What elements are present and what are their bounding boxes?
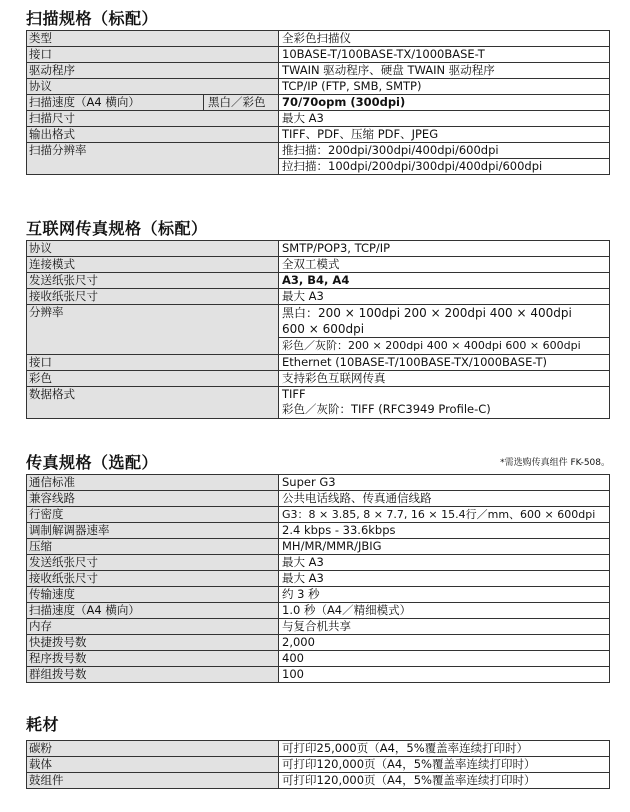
row-value-line: 彩色／灰阶：TIFF (RFC3949 Profile-C)	[282, 402, 491, 416]
table-row	[27, 619, 610, 635]
table-row	[27, 79, 610, 95]
scan-section	[26, 8, 610, 175]
row-key: 发送纸张尺寸	[27, 555, 279, 571]
table-row	[27, 571, 610, 587]
fax-section-title: 传真规格（选配）	[26, 453, 159, 472]
table-row	[27, 143, 610, 175]
row-key: 彩色	[27, 371, 279, 387]
row-value-line: 600 × 600dpi	[282, 322, 365, 336]
row-key: 压缩	[27, 539, 279, 555]
row-key-cell	[27, 95, 279, 111]
row-key: 发送纸张尺寸	[27, 273, 279, 289]
table-row	[27, 539, 610, 555]
table-row	[27, 603, 610, 619]
row-value: Ethernet (10BASE-T/100BASE-TX/1000BASE-T)	[279, 355, 610, 371]
row-value: 70/70opm (300dpi)	[279, 95, 610, 111]
row-value: 1.0 秒（A4／精细模式）	[279, 603, 610, 619]
table-row	[27, 491, 610, 507]
table-row	[27, 241, 610, 257]
row-key: 行密度	[27, 507, 279, 523]
fax-table	[26, 474, 610, 683]
consumables-table	[26, 740, 610, 789]
row-value: TWAIN 驱动程序、硬盘 TWAIN 驱动程序	[279, 63, 610, 79]
row-value-line: 黑白：200 × 100dpi 200 × 200dpi 400 × 400dpi	[282, 306, 572, 320]
table-row	[27, 127, 610, 143]
row-value-cell	[279, 305, 610, 355]
row-key: 调制解调器速率	[27, 523, 279, 539]
row-key: 协议	[27, 79, 279, 95]
row-value: 10BASE-T/100BASE-TX/1000BASE-T	[279, 47, 610, 63]
table-row	[27, 273, 610, 289]
row-value: 最大 A3	[279, 111, 610, 127]
row-value: 可打印25,000页（A4，5%覆盖率连续打印时）	[279, 741, 610, 757]
row-key: 数据格式	[27, 387, 279, 419]
row-key: 驱动程序	[27, 63, 279, 79]
row-key: 接口	[27, 355, 279, 371]
row-key: 扫描速度（A4 横向）	[29, 95, 140, 109]
ifax-section	[26, 218, 610, 419]
row-key: 传输速度	[27, 587, 279, 603]
row-key: 接口	[27, 47, 279, 63]
row-value-cell	[279, 143, 610, 175]
row-value: TIFF、PDF、压缩 PDF、JPEG	[279, 127, 610, 143]
table-row	[27, 257, 610, 273]
table-row	[27, 757, 610, 773]
row-key: 鼓组件	[27, 773, 279, 789]
table-row	[27, 355, 610, 371]
row-value: G3：8 × 3.85, 8 × 7.7, 16 × 15.4行／mm、600 × 600dpi	[279, 507, 610, 523]
table-row	[27, 289, 610, 305]
row-value: 最大 A3	[279, 555, 610, 571]
table-row	[27, 555, 610, 571]
table-row	[27, 635, 610, 651]
row-key: 扫描分辨率	[27, 143, 279, 175]
fax-option-note: *需选购传真组件 FK-508。	[500, 458, 610, 468]
row-key: 快捷拨号数	[27, 635, 279, 651]
row-value: 最大 A3	[279, 289, 610, 305]
table-row	[27, 667, 610, 683]
table-row	[27, 371, 610, 387]
row-value: 2.4 kbps - 33.6kbps	[279, 523, 610, 539]
table-row	[27, 31, 610, 47]
row-key: 群组拨号数	[27, 667, 279, 683]
row-value: 约 3 秒	[279, 587, 610, 603]
row-key: 扫描尺寸	[27, 111, 279, 127]
row-value: 可打印120,000页（A4，5%覆盖率连续打印时）	[279, 773, 610, 789]
row-key: 兼容线路	[27, 491, 279, 507]
row-value: TCP/IP (FTP, SMB, SMTP)	[279, 79, 610, 95]
row-key: 碳粉	[27, 741, 279, 757]
row-value-line: 彩色／灰阶：200 × 200dpi 400 × 400dpi 600 × 600dpi	[279, 337, 609, 354]
table-row	[27, 651, 610, 667]
table-row	[27, 111, 610, 127]
row-value: 可打印120,000页（A4，5%覆盖率连续打印时）	[279, 757, 610, 773]
table-row	[27, 305, 610, 355]
row-value: SMTP/POP3, TCP/IP	[279, 241, 610, 257]
row-value: 与复合机共享	[279, 619, 610, 635]
row-key: 分辨率	[27, 305, 279, 355]
row-key: 内存	[27, 619, 279, 635]
table-row	[27, 773, 610, 789]
table-row	[27, 387, 610, 419]
row-value-line: TIFF	[282, 387, 306, 401]
scan-section-title: 扫描规格（标配）	[26, 9, 159, 28]
table-row	[27, 523, 610, 539]
row-value: 400	[279, 651, 610, 667]
fax-section-title-wrap	[26, 452, 610, 474]
row-value: 公共电话线路、传真通信线路	[279, 491, 610, 507]
row-key: 接收纸张尺寸	[27, 289, 279, 305]
row-value: 100	[279, 667, 610, 683]
row-key: 通信标准	[27, 475, 279, 491]
table-row	[27, 95, 610, 111]
row-value-line: 拉扫描：100dpi/200dpi/300dpi/400dpi/600dpi	[279, 158, 609, 174]
ifax-table	[26, 240, 610, 419]
row-value: 2,000	[279, 635, 610, 651]
row-value: MH/MR/MMR/JBIG	[279, 539, 610, 555]
row-key: 输出格式	[27, 127, 279, 143]
row-key: 连接模式	[27, 257, 279, 273]
row-key: 类型	[27, 31, 279, 47]
row-key: 协议	[27, 241, 279, 257]
row-value: A3, B4, A4	[279, 273, 610, 289]
row-key: 扫描速度（A4 横向）	[27, 603, 279, 619]
table-row	[27, 741, 610, 757]
row-value-line: 推扫描：200dpi/300dpi/400dpi/600dpi	[282, 143, 499, 157]
consumables-section-title: 耗材	[26, 715, 60, 734]
row-key: 载体	[27, 757, 279, 773]
table-row	[27, 507, 610, 523]
row-key: 程序拨号数	[27, 651, 279, 667]
table-row	[27, 47, 610, 63]
row-value: 支持彩色互联网传真	[279, 371, 610, 387]
row-value: 最大 A3	[279, 571, 610, 587]
row-key: 接收纸张尺寸	[27, 571, 279, 587]
row-value: 全彩色扫描仪	[279, 31, 610, 47]
table-row	[27, 587, 610, 603]
table-row	[27, 475, 610, 491]
fax-section	[26, 452, 610, 683]
consumables-section	[26, 714, 610, 789]
row-subkey: 黑白／彩色	[203, 95, 266, 110]
row-value-cell	[279, 387, 610, 419]
row-value: Super G3	[279, 475, 610, 491]
scan-table	[26, 30, 610, 175]
ifax-section-title: 互联网传真规格（标配）	[26, 219, 208, 238]
table-row	[27, 63, 610, 79]
row-value: 全双工模式	[279, 257, 610, 273]
